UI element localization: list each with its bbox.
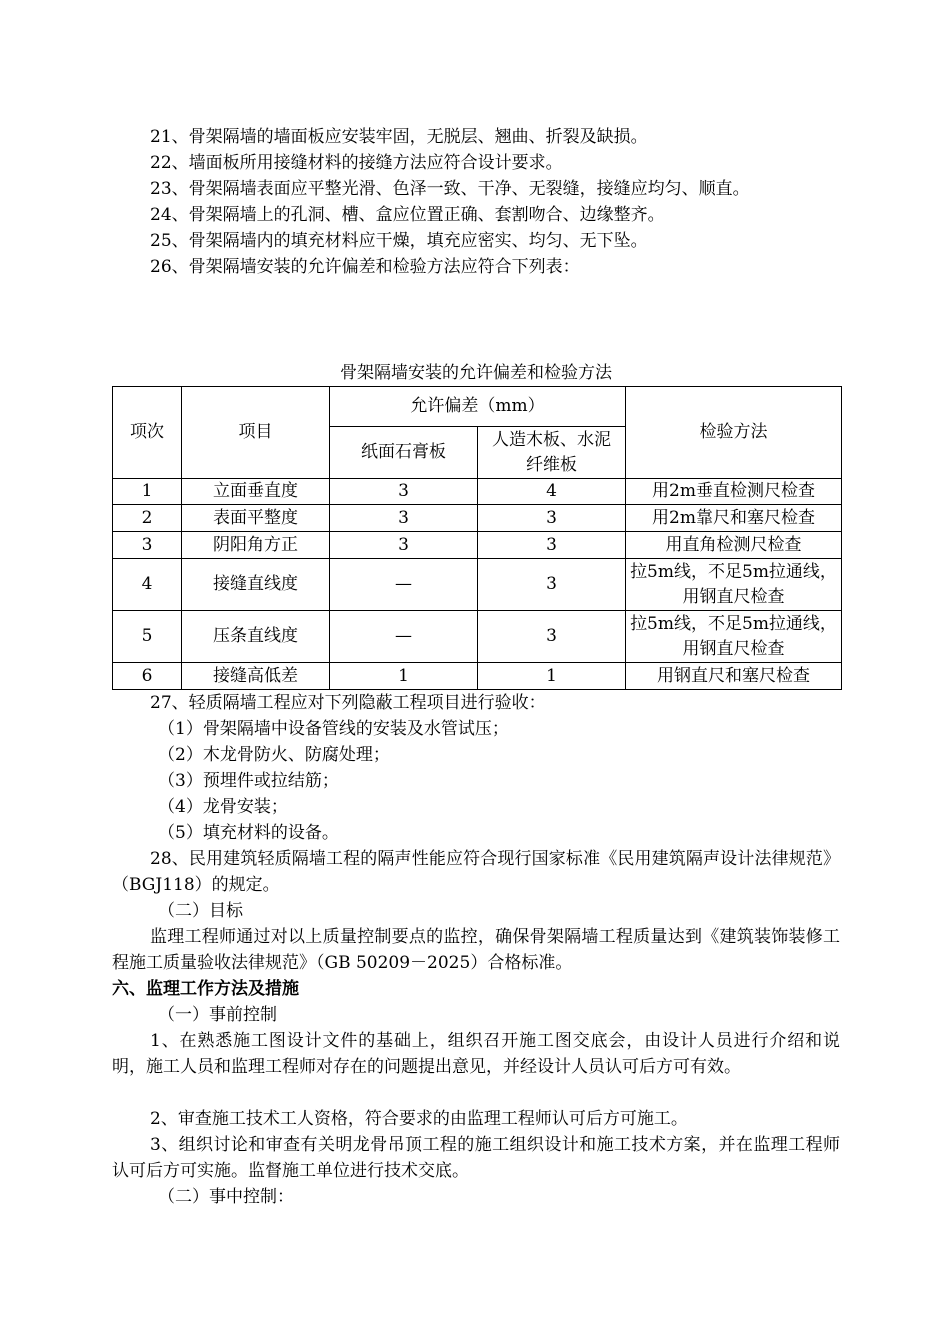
row-no: 4 bbox=[113, 559, 182, 611]
row-item: 表面平整度 bbox=[182, 505, 330, 532]
row-item: 立面垂直度 bbox=[182, 479, 330, 505]
row-wood: 3 bbox=[478, 505, 626, 532]
item-27-title: 27、轻质隔墙工程应对下列隐蔽工程项目进行验收： bbox=[150, 693, 546, 713]
requirement-24: 24、骨架隔墙上的孔洞、槽、盒应位置正确、套割吻合、边缘整齐。 bbox=[150, 205, 665, 225]
row-gypsum: 3 bbox=[330, 532, 478, 559]
row-no: 2 bbox=[113, 505, 182, 532]
table-row bbox=[113, 663, 842, 690]
header-deviation: 允许偏差（mm） bbox=[330, 387, 626, 427]
row-wood: 3 bbox=[478, 532, 626, 559]
pre-control-heading: （一）事前控制 bbox=[158, 1005, 277, 1025]
header-method: 检验方法 bbox=[626, 387, 842, 479]
row-wood: 4 bbox=[478, 479, 626, 505]
table-row bbox=[113, 505, 842, 532]
row-wood: 3 bbox=[478, 559, 626, 611]
goal-heading: （二）目标 bbox=[158, 901, 243, 921]
row-no: 6 bbox=[113, 663, 182, 690]
item-27-sub-1: （1）骨架隔墙中设备管线的安装及水管试压； bbox=[158, 719, 509, 739]
row-no: 5 bbox=[113, 611, 182, 663]
mid-control-heading: （二）事中控制： bbox=[158, 1187, 294, 1207]
item-27-sub-3: （3）预埋件或拉结筋； bbox=[158, 771, 339, 791]
row-item: 阴阳角方正 bbox=[182, 532, 330, 559]
requirement-26: 26、骨架隔墙安装的允许偏差和检验方法应符合下列表： bbox=[150, 257, 580, 277]
header-item: 项目 bbox=[182, 387, 330, 479]
requirement-22: 22、墙面板所用接缝材料的接缝方法应符合设计要求。 bbox=[150, 153, 563, 173]
pre-control-item-2: 2、审查施工技术工人资格，符合要求的由监理工程师认可后方可施工。 bbox=[150, 1109, 688, 1129]
row-item: 压条直线度 bbox=[182, 611, 330, 663]
row-wood: 3 bbox=[478, 611, 626, 663]
requirement-25: 25、骨架隔墙内的填充材料应干燥，填充应密实、均匀、无下坠。 bbox=[150, 231, 648, 251]
requirement-23: 23、骨架隔墙表面应平整光滑、色泽一致、干净、无裂缝，接缝应均匀、顺直。 bbox=[150, 179, 750, 199]
row-gypsum: — bbox=[330, 611, 478, 663]
item-27-sub-5: （5）填充材料的设备。 bbox=[158, 823, 339, 843]
row-method: 拉5m线，不足5m拉通线，用钢直尺检查 bbox=[626, 559, 842, 611]
row-method: 拉5m线，不足5m拉通线，用钢直尺检查 bbox=[626, 611, 842, 663]
row-wood: 1 bbox=[478, 663, 626, 690]
row-item: 接缝直线度 bbox=[182, 559, 330, 611]
table-row bbox=[113, 532, 842, 559]
header-gypsum: 纸面石膏板 bbox=[330, 427, 478, 479]
goal-text: 监理工程师通过对以上质量控制要点的监控，确保骨架隔墙工程质量达到《建筑装饰装修工程施工质量验收法律规范》（GB 50209－2025）合格标准。 bbox=[112, 927, 840, 973]
row-no: 1 bbox=[113, 479, 182, 505]
row-gypsum: — bbox=[330, 559, 478, 611]
deviation-table bbox=[112, 386, 842, 690]
row-gypsum: 3 bbox=[330, 479, 478, 505]
row-gypsum: 3 bbox=[330, 505, 478, 532]
section-6-heading: 六、监理工作方法及措施 bbox=[112, 979, 299, 999]
header-no: 项次 bbox=[113, 387, 182, 479]
row-no: 3 bbox=[113, 532, 182, 559]
item-28: 28、民用建筑轻质隔墙工程的隔声性能应符合现行国家标准《民用建筑隔声设计法律规范》（BGJ118）的规定。 bbox=[112, 849, 840, 895]
item-27-sub-4: （4）龙骨安装； bbox=[158, 797, 288, 817]
table-row bbox=[113, 559, 842, 611]
row-item: 接缝高低差 bbox=[182, 663, 330, 690]
table-caption: 骨架隔墙安装的允许偏差和检验方法 bbox=[340, 363, 612, 383]
row-method: 用钢直尺和塞尺检查 bbox=[626, 663, 842, 690]
row-gypsum: 1 bbox=[330, 663, 478, 690]
row-method: 用2m靠尺和塞尺检查 bbox=[626, 505, 842, 532]
row-method: 用直角检测尺检查 bbox=[626, 532, 842, 559]
pre-control-item-1: 1、在熟悉施工图设计文件的基础上，组织召开施工图交底会，由设计人员进行介绍和说明，施工人员和监理工程师对存在的问题提出意见，并经设计人员认可后方可有效。 bbox=[112, 1031, 840, 1077]
pre-control-item-3: 3、组织讨论和审查有关明龙骨吊顶工程的施工组织设计和施工技术方案，并在监理工程师认可后方可实施。监督施工单位进行技术交底。 bbox=[112, 1135, 840, 1181]
item-27-sub-2: （2）木龙骨防火、防腐处理； bbox=[158, 745, 390, 765]
requirement-21: 21、骨架隔墙的墙面板应安装牢固，无脱层、翘曲、折裂及缺损。 bbox=[150, 127, 648, 147]
header-wood: 人造木板、水泥纤维板 bbox=[478, 427, 626, 479]
row-method: 用2m垂直检测尺检查 bbox=[626, 479, 842, 505]
table-row bbox=[113, 479, 842, 505]
table-row bbox=[113, 611, 842, 663]
